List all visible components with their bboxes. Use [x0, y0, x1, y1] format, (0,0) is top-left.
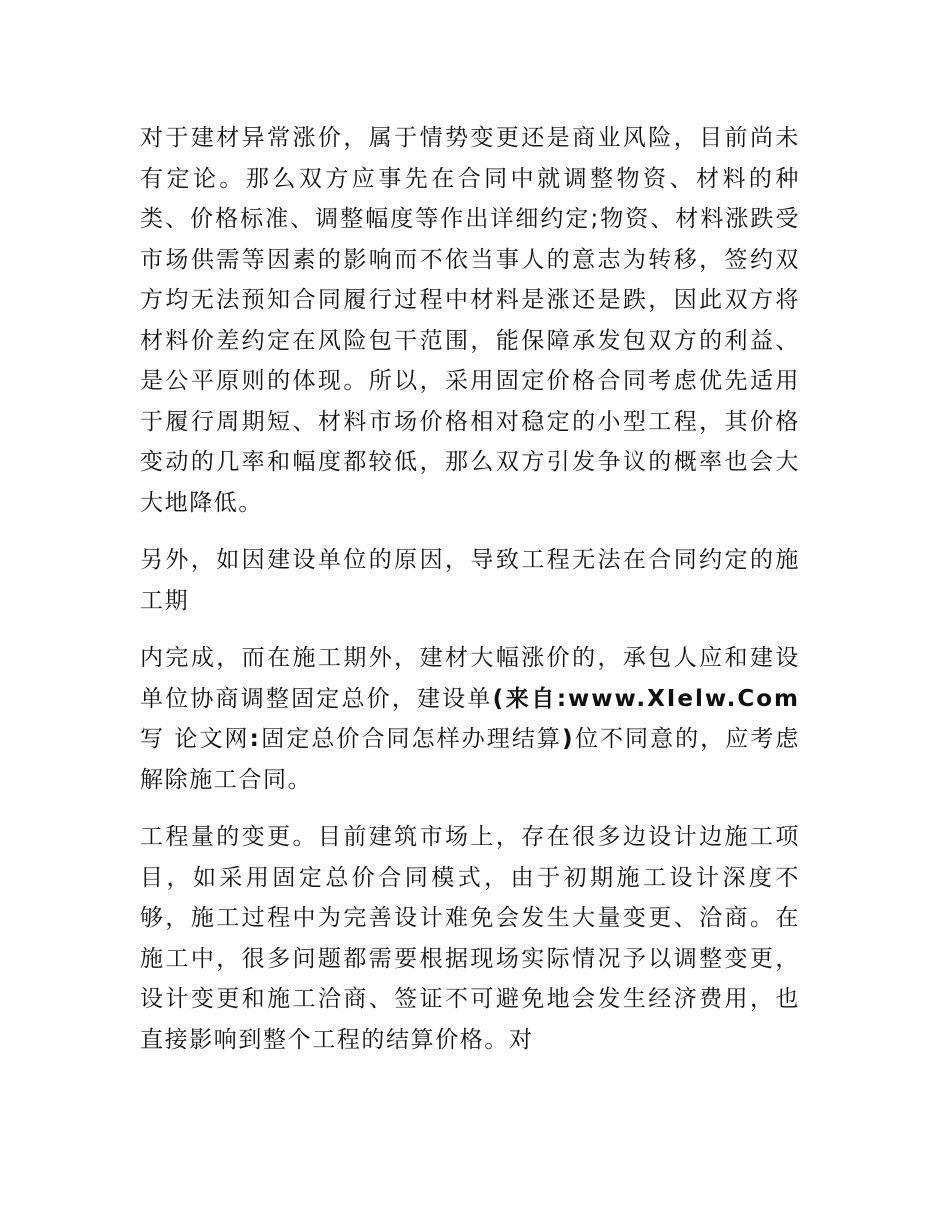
- document-page: [140, 118, 800, 1077]
- paragraph-text: 内完成，而在施工期外，建材大幅涨价的，承包人应和建设单位协商调整固定总价，建设单: [140, 645, 800, 712]
- paragraph-text: 写 论文网: [140, 726, 250, 752]
- paragraph-price-risk: 对于建材异常涨价，属于情势变更还是商业风险，目前尚未有定论。那么双方应事先在合同中就调整物资、材料的种类、价格标准、调整幅度等作出详细约定;物资、材料涨跌受市场供需等因素的影响而不依当事人的意志为转移，签约双方均无法预知合同履行过程中材料是涨还是跌，因此双方将材料价差约定在风险包干范围，能保障承发包双方的利益、是公平原则的体现。所以，采用固定价格合同考虑优先适用于履行周期短、材料市场价格相对稳定的小型工程，其价格变动的几率和幅度都较低，那么双方引发争议的概率也会大大地降低。: [140, 125, 800, 516]
- source-colon: :: [249, 726, 261, 752]
- source-watermark-text: (来自:www.XIelw.Com: [492, 685, 801, 712]
- paragraph-construction-period: 另外，如因建设单位的原因，导致工程无法在合同约定的施工期: [140, 547, 800, 614]
- paragraph-price-adjustment: [140, 638, 800, 800]
- paragraph-quantity-change: 工程量的变更。目前建筑市场上，存在很多边设计边施工项目，如采用固定总价合同模式，由于初期施工设计深度不够，施工过程中为完善设计难免会发生大量变更、洽商。在施工中，很多问题都需要根据现场实际情况予以调整变更，设计变更和施工洽商、签证不可避免地会发生经济费用，也直接影响到整个工程的结算价格。对: [140, 824, 800, 1053]
- paragraph-text: 固定总价合同怎样办理结算: [260, 726, 562, 752]
- paragraph-text: 位不同意的，应考虑解除施工合同。: [140, 726, 801, 793]
- source-close-paren: ): [561, 726, 575, 752]
